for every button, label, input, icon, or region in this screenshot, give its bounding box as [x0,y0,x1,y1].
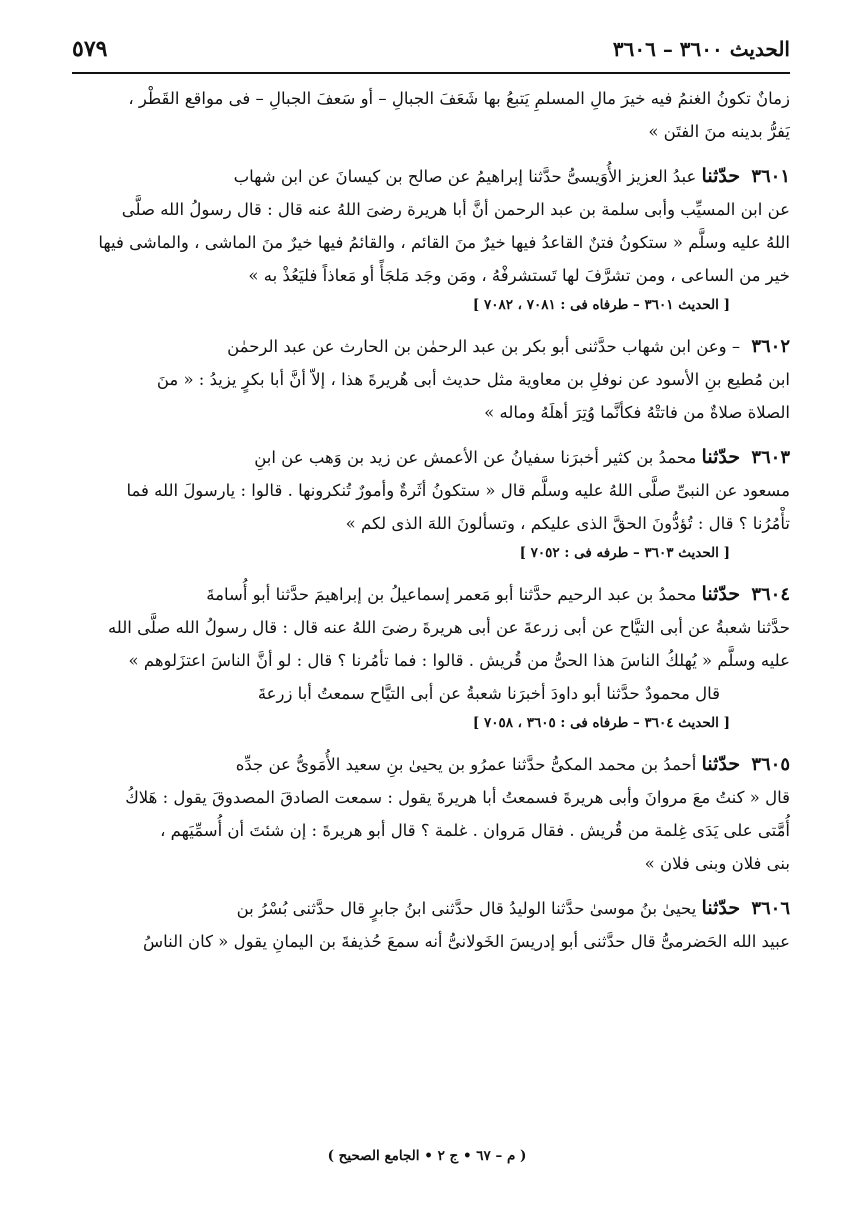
hadith-number: ٣٦٠٦ [751,898,790,919]
haddathana-label: حدّثنا [701,583,741,605]
text-line: ابن مُطيع بنِ الأسود عن نوفلِ بن معاوية مثل حديث أبى هُريرةَ هذا ، إلاّ أنَّ أبا بكرٍ يزيدُ : « منَ [156,370,790,389]
text-line: أُمَّتى على يَدَى غِلمة من قُريش . فقال مَروان . غلمة ؟ قال أبو هريرةَ : إن شئتَ أن أُسمِّيَهم ، [160,821,790,840]
text-line: مسعود عن النبىِّ صلَّى اللهُ عليه وسلَّم قال « ستكونُ أثَرةٌ وأمورٌ تُنكرونها . قالوا : يارسولَ الله فما [126,481,790,500]
isnad-text: يحيىٰ بنُ موسىٰ حدَّثنا الوليدُ قال حدَّثنى ابنُ جابرٍ قال حدَّثنى بُسْرُ بن [236,899,697,918]
hadith-number: ٣٦٠١ [751,166,790,187]
indented-line: قال محمودٌ حدَّثنا أبو داودَ أخبرَنا شعبةُ عن أبى التيَّاح سمعتُ أبا زرعةَ [257,684,720,703]
page-number: ٥٧٩ [72,36,108,62]
hadith-3606 [72,892,790,958]
hadith-first-line [72,160,790,193]
page-body [72,74,790,958]
isnad-text: أحمدُ بن محمد المكىُّ حدَّثنا عمرُو بن يحيىٰ بنِ سعيد الأُمَوىُّ عن جدِّه [235,755,697,774]
hadith-number: ٣٦٠٢ [751,336,790,357]
cross-reference: [ الحديث ٣٦٠٤ – طرفاه فى : ٣٦٠٥ ، ٧٠٥٨ ] [472,715,730,731]
text-line: زمانٌ تكونُ الغنمُ فيه خيرَ مالِ المسلمِ يَتبعُ بها شَعَفَ الجبالِ – أو سَعفَ الجبالِ – فى مواقع القَطْر ، [128,89,790,108]
text-line: عن ابن المسيِّب وأبى سلمة بن عبد الرحمن أنَّ أبا هريرة رضىَ اللهُ عنه قال : قال رسولُ الله صلَّى [121,200,790,219]
page-footer: ( م – ٦٧ • ج ٢ • الجامع الصحيح ) [327,1148,527,1164]
text-line: حدَّثنا شعبةُ عن أبى التيَّاح عن أبى زرعةَ عن أبى هريرةَ رضىَ اللهُ عنه قال : قال رسولُ الله صلَّى الله [107,618,790,637]
cross-reference: [ الحديث ٣٦٠١ – طرفاه فى : ٧٠٨١ ، ٧٠٨٢ ] [472,297,730,313]
hadith-3602 [72,330,790,429]
isnad-text: محمدُ بن كثير أخبرَنا سفيانُ عن الأعمش عن زيد بن وَهب عن ابنِ [254,448,697,467]
isnad-text: – وعن ابن شهاب حدَّثنى أبو بكر بن عبد الرحمٰن بن الحارث عن عبد الرحمٰن [227,337,741,356]
cross-reference: [ الحديث ٣٦٠٣ – طرفه فى : ٧٠٥٢ ] [519,545,730,561]
text-line: يَفرُّ بدينه منَ الفتَن » [648,122,790,141]
text-line: عبيد الله الحَضرمىُّ قال حدَّثنى أبو إدريسَ الخَولانىُّ أنه سمعَ حُذيفةَ بن اليمانِ يقول « كان الناسُ [143,932,790,951]
hadith-3604 [72,578,790,736]
text-line: خير من الساعى ، ومن تشرَّفَ لها تَستشرفْهُ ، ومَن وجَد مَلجَأً أو مَعاذاً فليَعُذْ به » [248,266,790,285]
haddathana-label: حدّثنا [701,753,741,775]
isnad-text: محمدُ بن عبد الرحيم حدَّثنا أبو مَعمر إسماعيلُ بن إبراهيمَ حدَّثنا أبو أُسامةَ [206,585,697,604]
hadith-3605 [72,748,790,880]
hadith-3601 [72,160,790,318]
haddathana-label: حدّثنا [701,446,741,468]
hadith-number: ٣٦٠٣ [751,447,790,468]
hadith-number: ٣٦٠٥ [751,754,790,775]
running-title: الحديث ٣٦٠٠ – ٣٦٠٦ [612,37,790,61]
text-line: قال « كنتُ معَ مروانَ وأبى هريرةَ فسمعتُ أبا هريرةَ يقول : سمعت الصادقَ المصدوقَ يقول : هَلاكُ [125,788,790,807]
text-line: عليه وسلَّم « يُهلكُ الناسَ هذا الحىُّ من قُريش . قالوا : فما تأمُرنا ؟ قال : لو أنَّ الناسَ اعتزَلوهم » [128,651,790,670]
hadith-first-line [72,330,790,363]
isnad-text: عبدُ العزيز الأُوَيسىُّ حدَّثنا إبراهيمُ عن صالح بن كيسانَ عن ابن شهاب [233,167,697,186]
page-header [72,36,790,74]
hadith-3603 [72,441,790,566]
text-line: بنى فلان وبنى فلان » [644,854,790,873]
hadith-number: ٣٦٠٤ [751,584,790,605]
haddathana-label: حدّثنا [701,897,741,919]
text-line: تأْمُرُنا ؟ قال : تُؤدُّونَ الحقَّ الذى عليكم ، وتسألونَ اللهَ الذى لكم » [345,514,790,533]
haddathana-label: حدّثنا [701,165,741,187]
hadith-first-line [72,748,790,781]
hadith-first-line [72,892,790,925]
text-line: الصلاة صلاةٌ من فاتتْهُ فكأنَّما وُتِرَ أهلَهُ وماله » [484,403,790,422]
hadith-first-line [72,441,790,474]
text-line: اللهُ عليه وسلَّم « ستكونُ فتنٌ القاعدُ فيها خيرٌ منَ القائم ، والقائمُ فيها خيرٌ منَ الماشى ، والماشى فيها [98,233,790,252]
intro-passage [72,82,790,148]
hadith-first-line [72,578,790,611]
